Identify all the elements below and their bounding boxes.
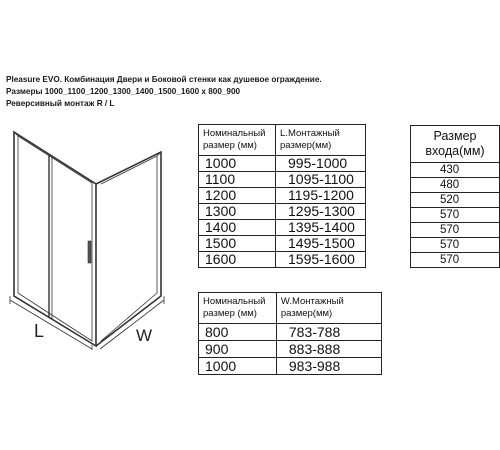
entry-cell: 430: [411, 163, 500, 178]
description-line-sizes: Размеры 1000_1100_1200_1300_1400_1500_1600 x 800_900: [6, 87, 241, 96]
mount-cell: 883-888: [276, 341, 381, 358]
table-row: [199, 204, 366, 220]
description-line-title: Pleasure EVO. Комбинация Двери и Боковой стенки как душевое ограждение.: [6, 75, 322, 84]
nominal-cell: 1500: [199, 236, 276, 252]
table-row: [411, 163, 500, 178]
entry-cell: 570: [411, 208, 500, 223]
mount-cell: 1595-1600: [276, 252, 366, 268]
table-row: [199, 188, 366, 204]
table-row: [199, 172, 366, 188]
mount-cell: 1095-1100: [276, 172, 366, 188]
table-row: [199, 236, 366, 252]
header-entry-size: Размер входа(мм): [411, 126, 500, 163]
width-size-table: [198, 292, 382, 375]
table-row: [199, 220, 366, 236]
nominal-cell: 1300: [199, 204, 276, 220]
entry-cell: 570: [411, 223, 500, 238]
mount-cell: 995-1000: [276, 156, 366, 172]
mount-cell: 983-988: [276, 358, 381, 375]
nominal-cell: 800: [199, 324, 277, 341]
table-row: [199, 156, 366, 172]
table-row: [411, 193, 500, 208]
mount-cell: 783-788: [276, 324, 381, 341]
table-row: [199, 324, 382, 341]
entry-size-table: [410, 125, 500, 268]
nominal-cell: 1600: [199, 252, 276, 268]
entry-cell: 480: [411, 178, 500, 193]
mount-cell: 1295-1300: [276, 204, 366, 220]
dimension-label-w: W: [136, 326, 153, 345]
table-row: [199, 341, 382, 358]
table-row: [411, 208, 500, 223]
header-nominal-size: Номинальный размер (мм): [199, 293, 277, 324]
dimension-label-l: L: [34, 321, 45, 341]
mount-cell: 1495-1500: [276, 236, 366, 252]
header-nominal-size: Номинальный размер (мм): [199, 125, 276, 156]
header-mount-size-w: W.Монтажный размер(мм): [276, 293, 381, 324]
length-size-table: [198, 124, 366, 268]
nominal-cell: 1000: [199, 156, 276, 172]
table-row: [199, 252, 366, 268]
nominal-cell: 1200: [199, 188, 276, 204]
mount-cell: 1195-1200: [276, 188, 366, 204]
entry-cell: 520: [411, 193, 500, 208]
entry-cell: 570: [411, 253, 500, 268]
nominal-cell: 1400: [199, 220, 276, 236]
entry-cell: 570: [411, 238, 500, 253]
nominal-cell: 900: [199, 341, 277, 358]
table-row: [411, 253, 500, 268]
product-description: [6, 74, 322, 110]
description-line-mounting: Реверсивный монтаж R / L: [6, 99, 115, 108]
table-header-row: [199, 293, 382, 324]
table-row: [411, 223, 500, 238]
table-header-row: [411, 126, 500, 163]
nominal-cell: 1000: [199, 358, 277, 375]
shower-enclosure-drawing: [0, 120, 200, 350]
mount-cell: 1395-1400: [276, 220, 366, 236]
table-row: [411, 238, 500, 253]
table-row: [411, 178, 500, 193]
table-header-row: [199, 125, 366, 156]
nominal-cell: 1100: [199, 172, 276, 188]
header-mount-size-l: L.Монтажный размер(мм): [276, 125, 366, 156]
table-row: [199, 358, 382, 375]
